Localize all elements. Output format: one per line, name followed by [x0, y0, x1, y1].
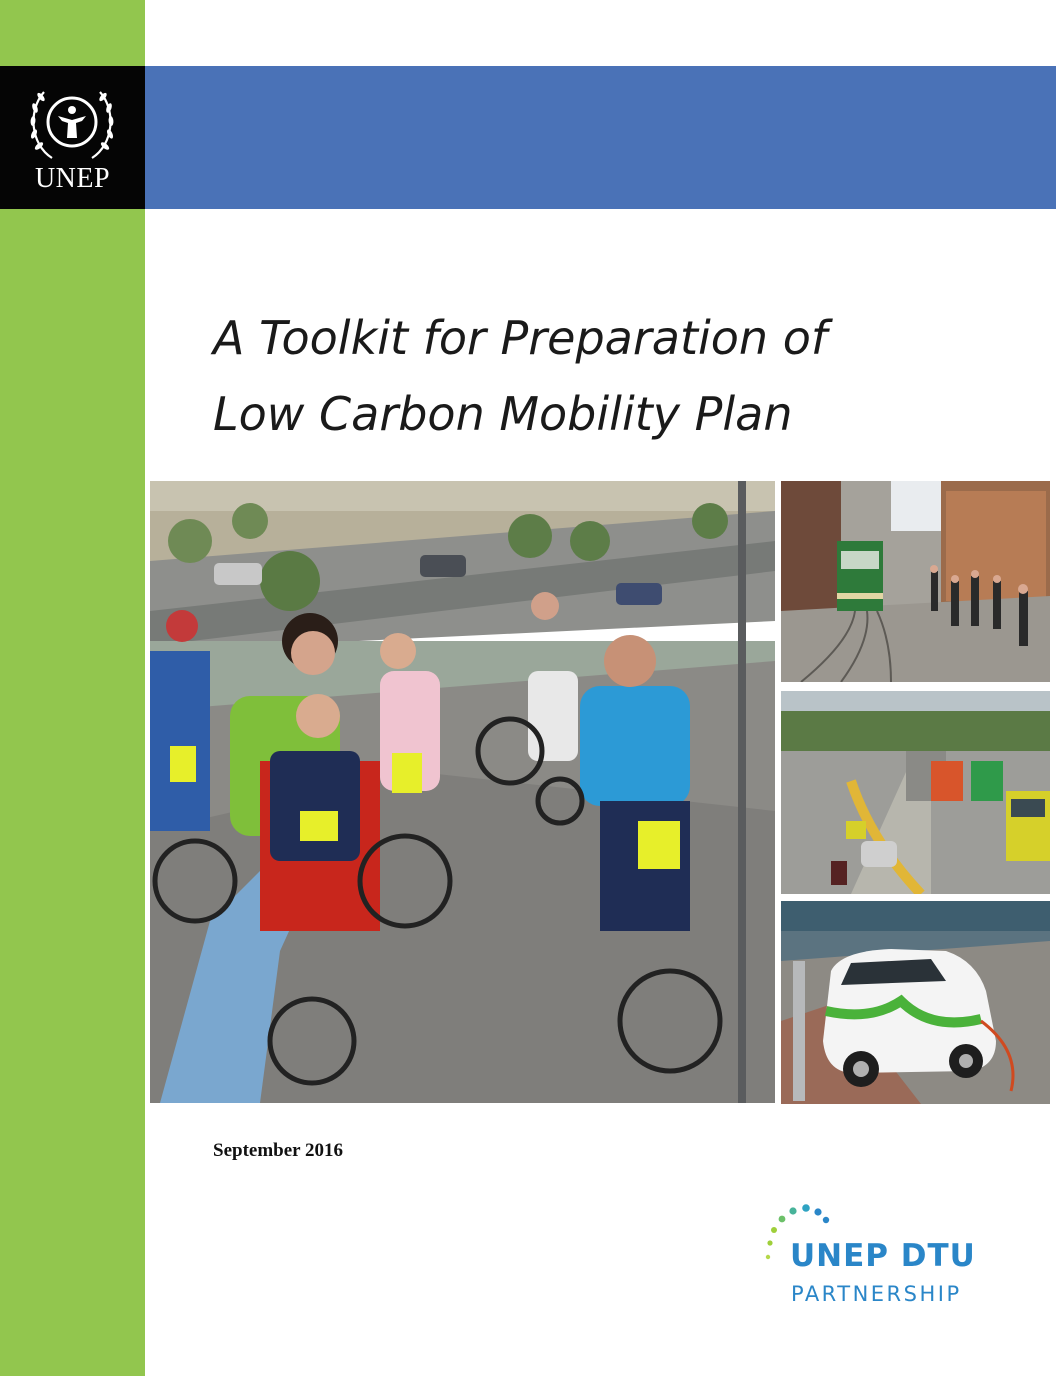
title-line-1: A Toolkit for Preparation of — [213, 311, 828, 365]
header-band — [145, 66, 1056, 209]
tram-street-photo — [781, 481, 1050, 682]
partner-subtitle: PARTNERSHIP — [791, 1282, 962, 1306]
unep-emblem-icon — [22, 80, 122, 166]
publication-date: September 2016 — [213, 1140, 343, 1161]
cyclists-photo — [150, 481, 775, 1103]
bus-rapid-transit-photo — [781, 691, 1050, 894]
title-line-2: Low Carbon Mobility Plan — [213, 387, 793, 441]
electric-car-photo — [781, 901, 1050, 1104]
unep-logo-text: UNEP — [34, 163, 111, 194]
partner-name: UNEP DTU — [790, 1238, 976, 1274]
cover-title — [213, 300, 1013, 452]
